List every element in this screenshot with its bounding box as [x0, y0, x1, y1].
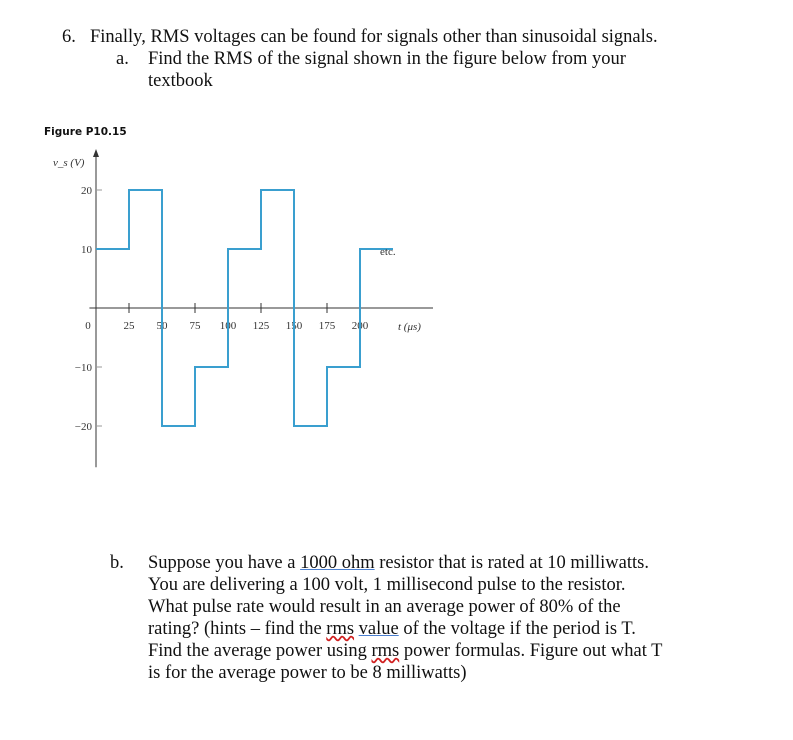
part-b-line: [148, 552, 649, 574]
part-a-line2: textbook: [148, 71, 213, 91]
text-segment: Find the average power using: [148, 641, 372, 661]
y-axis-arrow-icon: [93, 149, 99, 157]
text-segment: What pulse rate would result in an average power of 80% of the: [148, 597, 621, 617]
x-axis-label: t (μs): [398, 321, 421, 333]
part-b-line: [148, 640, 662, 662]
x-tick-label: 200: [351, 320, 369, 332]
text-segment: rms: [371, 641, 400, 661]
x-tick-label: 0: [85, 320, 91, 332]
y-tick-label: 10: [81, 244, 92, 256]
text-segment: rating? (hints – find the: [148, 619, 327, 639]
text-segment: Suppose you have a: [148, 553, 301, 573]
text-segment: You are delivering a 100 volt, 1 millisecond pulse to the resistor.: [148, 575, 626, 595]
y-tick-label: −20: [74, 421, 92, 433]
y-tick-label: −10: [74, 362, 92, 374]
part-b-line: [148, 574, 626, 596]
text-segment: rms: [326, 619, 355, 639]
text-segment: is for the average power to be 8 milliwatts): [148, 663, 467, 683]
part-b-line: [148, 662, 467, 684]
x-tick-label: 100: [219, 320, 237, 332]
y-tick-label: 20: [81, 185, 92, 197]
text-segment: 1000 ohm: [300, 553, 375, 573]
part-b-line: [148, 596, 621, 618]
part-a-line1: Find the RMS of the signal shown in the figure below from your: [148, 49, 626, 69]
x-tick-label: 175: [318, 320, 336, 332]
text-segment: power formulas. Figure out what T: [399, 641, 663, 661]
text-segment: of the voltage if the period is T.: [398, 619, 636, 639]
etc-annotation: etc.: [380, 246, 396, 258]
text-segment: value: [358, 619, 399, 639]
question-6-number: 6.: [62, 27, 76, 47]
x-tick-label: 25: [123, 320, 135, 332]
question-6-text: Finally, RMS voltages can be found for signals other than sinusoidal signals.: [90, 27, 658, 47]
part-b-line: [148, 618, 636, 640]
x-tick-label: 125: [252, 320, 270, 332]
part-b-label: b.: [110, 553, 124, 573]
x-tick-label: 150: [285, 320, 303, 332]
text-segment: resistor that is rated at 10 milliwatts.: [374, 553, 649, 573]
y-axis-label: v_s (V): [53, 157, 85, 169]
x-tick-label: 50: [156, 320, 168, 332]
figure-title: Figure P10.15: [44, 126, 127, 138]
x-tick-label: 75: [189, 320, 201, 332]
part-a-label: a.: [116, 49, 129, 69]
